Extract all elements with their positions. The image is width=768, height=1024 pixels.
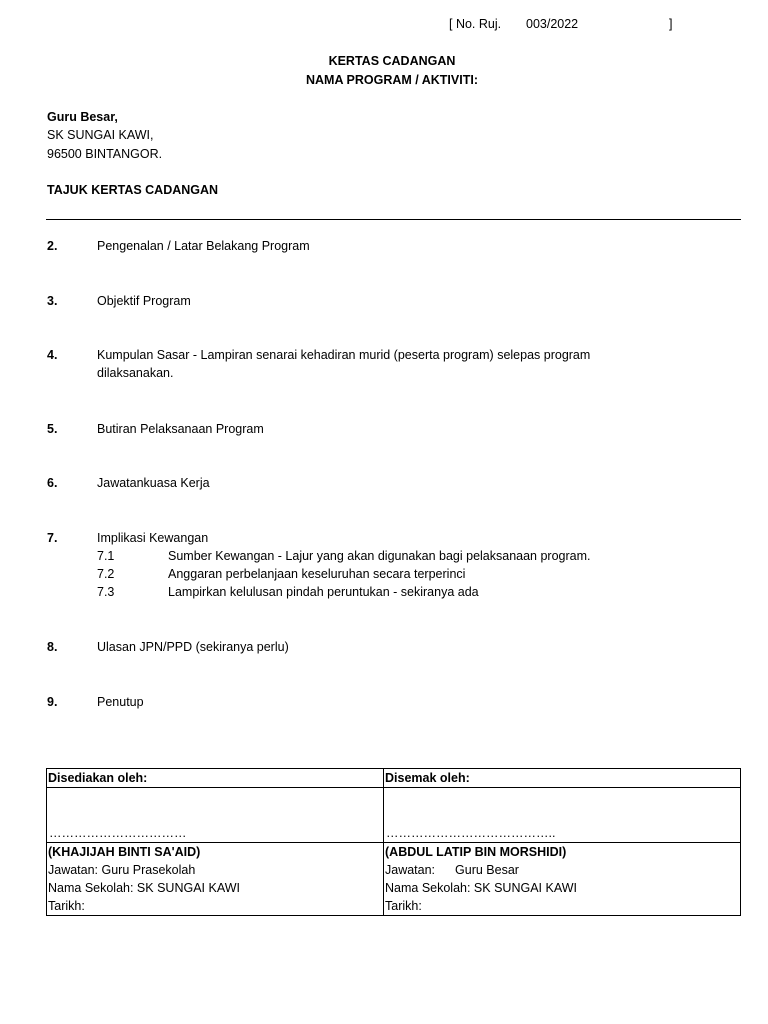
prepared-details [47,843,384,916]
reference-number [449,17,679,35]
reviewed-date: Tarikh: [385,899,422,913]
reviewed-details [384,843,741,916]
section-text: Ulasan JPN/PPD (sekiranya perlu) [97,640,289,654]
reviewed-position [385,861,740,879]
reviewed-by-header: Disemak oleh: [384,769,741,788]
prepared-signature-line: …………………………… [49,826,187,840]
reviewed-school: Nama Sekolah: SK SUNGAI KAWI [385,881,577,895]
section-text: Butiran Pelaksanaan Program [97,422,264,436]
prepared-by-header: Disediakan oleh: [47,769,384,788]
prepared-signature-cell [47,788,384,843]
subsection-number: 7.3 [97,585,115,599]
section-number: 5. [47,422,58,436]
recipient-address: 96500 BINTANGOR. [47,147,163,161]
reference-close: ] [669,17,673,31]
section-number: 2. [47,239,58,253]
reviewed-signature-line: ………………………………….. [386,826,556,840]
reference-open: [ No. Ruj. [449,17,502,31]
section-text: Penutup [97,695,144,709]
proposal-subject: TAJUK KERTAS CADANGAN [47,183,219,197]
subsection-text: Sumber Kewangan - Lajur yang akan digunakan bagi pelaksanaan program. [168,549,591,563]
subsection-number: 7.1 [97,549,115,563]
section-number: 9. [47,695,58,709]
signature-table [46,768,741,916]
section-number: 8. [47,640,58,654]
recipient-school: SK SUNGAI KAWI, [47,128,154,142]
section-text-continued: dilaksanakan. [97,366,174,380]
subsection-number: 7.2 [97,567,115,581]
prepared-date: Tarikh: [48,899,85,913]
section-text: Kumpulan Sasar - Lampiran senarai kehadiran murid (peserta program) selepas program [97,348,591,362]
recipient-title: Guru Besar, [47,110,118,124]
section-number: 6. [47,476,58,490]
prepared-name: (KHAJIJAH BINTI SA'AID) [48,845,201,859]
section-text: Implikasi Kewangan [97,531,209,545]
section-text: Objektif Program [97,294,191,308]
section-number: 4. [47,348,58,362]
reviewed-position-label: Jawatan: [385,863,436,877]
section-number: 3. [47,294,58,308]
section-number: 7. [47,531,58,545]
section-text: Pengenalan / Latar Belakang Program [97,239,310,253]
prepared-position: Jawatan: Guru Prasekolah [48,863,196,877]
prepared-school: Nama Sekolah: SK SUNGAI KAWI [48,881,240,895]
program-name-title: NAMA PROGRAM / AKTIVITI: [306,73,478,87]
subject-divider [46,219,741,220]
reviewed-signature-cell [384,788,741,843]
reference-value: 003/2022 [526,17,579,31]
reviewed-name: (ABDUL LATIP BIN MORSHIDI) [385,845,567,859]
reviewed-position-value: Guru Besar [455,863,519,877]
subsection-text: Lampirkan kelulusan pindah peruntukan - sekiranya ada [168,585,479,599]
subsection-text: Anggaran perbelanjaan keseluruhan secara terperinci [168,567,466,581]
document-title: KERTAS CADANGAN [328,54,456,68]
section-text: Jawatankuasa Kerja [97,476,210,490]
